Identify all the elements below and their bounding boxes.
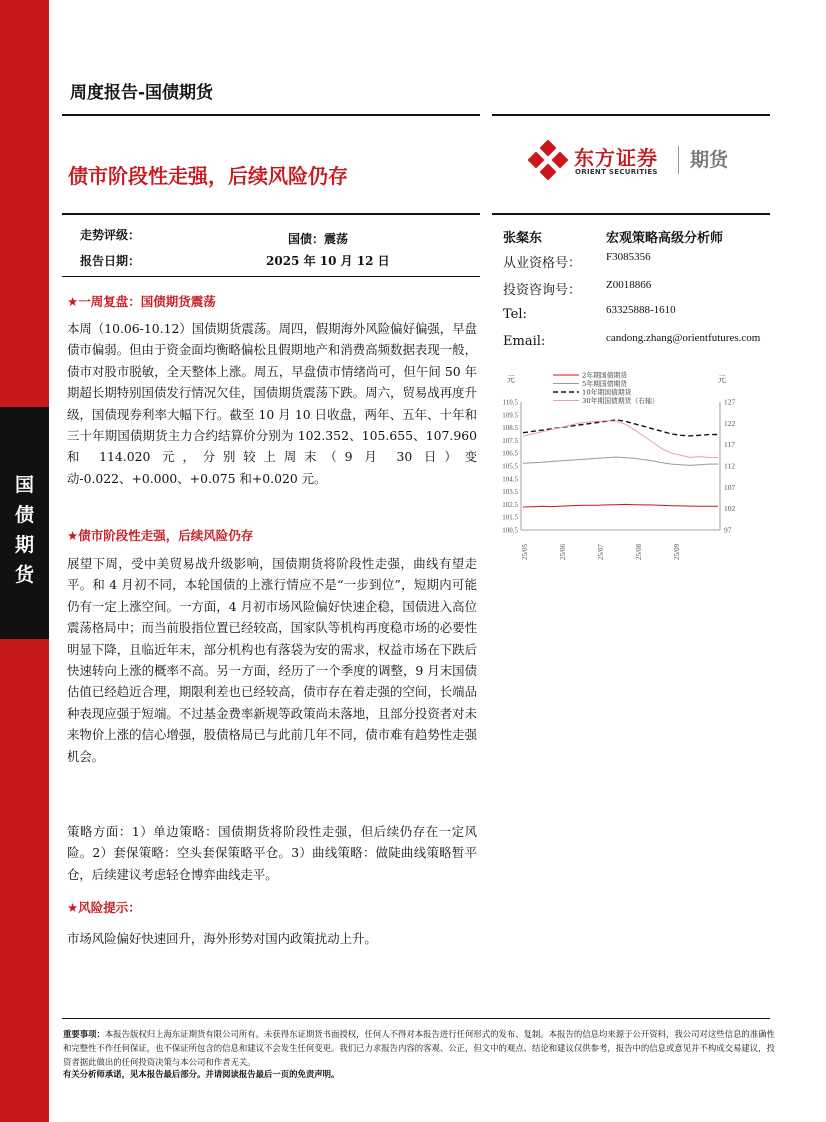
series-line-1 [523, 457, 718, 465]
orient-logo-icon [528, 140, 568, 180]
page-title: 债市阶段性走强，后续风险仍存 [68, 164, 348, 188]
sidebar-category-label [0, 470, 49, 590]
license-value: F3085356 [606, 251, 651, 263]
legend-label: 2年期国债期货 [582, 371, 628, 380]
left-axis-tick-label: 108.5 [502, 424, 518, 433]
left-axis-tick-label: 105.5 [502, 462, 518, 471]
x-axis-tick-label: 25/09 [673, 544, 681, 560]
header-rule-right [492, 114, 770, 116]
disclaimer-text: 本报告版权归上海东证期货有限公司所有。未获得东证期货书面授权，任何人不得对本报告进行任何形式的发布、复制。本报告的信息均来源于公开资料，我公司对这些信息的准确性和完整性不作任何保证，也不保证所包含的信息和建议不会发生任何变更。我们已力求报告内容的客观、公正，但文中的观点、结论和建议仅供参考，报告中的信息或意见并不构成交易建议，投资者据此做出的任何投资决策与本公司和作者无关。 [63, 1029, 775, 1067]
sidebar-char: 货 [14, 564, 34, 586]
right-axis-tick-label: 127 [724, 397, 736, 407]
x-axis-tick-label: 25/06 [559, 544, 567, 560]
info-bottom-rule [62, 276, 480, 277]
logo-suffix: 期货 [690, 149, 729, 171]
left-axis-tick-label: 109.5 [502, 411, 518, 420]
sidebar-char: 债 [14, 504, 34, 526]
legend-label: 30年期国债期货（右轴） [582, 397, 659, 405]
right-axis-tick-label: 102 [724, 504, 736, 514]
analyst-title: 宏观策略高级分析师 [606, 231, 724, 246]
disclaimer-label: 重要事项： [63, 1029, 105, 1039]
left-axis-tick-label: 107.5 [502, 436, 518, 445]
report-type: 周度报告-国债期货 [70, 83, 214, 103]
header-rule-left [62, 114, 480, 116]
left-axis-tick-label: 102.5 [502, 500, 518, 509]
right-axis-tick-label: 97 [724, 525, 732, 535]
info-rule-left [62, 213, 480, 215]
outlook-heading: ★债市阶段性走强，后续风险仍存 [67, 528, 254, 543]
left-axis-unit: 元 [507, 375, 515, 384]
trend-value: 震荡 [324, 232, 349, 246]
series-line-3 [523, 421, 718, 458]
left-axis-tick-label: 106.5 [502, 449, 518, 458]
analyst-commitment-note: 有关分析师承诺，见本报告最后部分。并请阅读报告最后一页的免责声明。 [63, 1069, 340, 1079]
consult-value: Z0018866 [606, 279, 652, 291]
left-axis-tick-label: 100.5 [502, 526, 518, 535]
tel-label: Tel: [503, 307, 527, 322]
trend-rating-label: 走势评级： [80, 228, 141, 242]
sidebar-char: 国 [14, 474, 34, 496]
risk-heading: ★风险提示： [67, 900, 141, 915]
left-axis-tick-label: 103.5 [502, 488, 518, 497]
risk-paragraph: 市场风险偏好快速回升，海外形势对国内政策扰动上升。 [67, 931, 377, 946]
review-paragraph: 本周（10.06-10.12）国债期货震荡。周四，假期海外风险偏好偏强，早盘债市偏弱。但由于资金面均衡略偏松且假期地产和消费高频数据表现一般，债市对股市脱敏，全天整体上涨。周五，早盘债市情绪尚可，但午间 50 年期超长期特别国债发行情况欠佳，国债期货震荡下跌。周六，贸易战再度升级，国债现券利率大幅下行。截至 10 月 10 日收盘，两年、五年、十年和三十年期国债期货主力合约结算价分别为 102.352、105.655、107.960 和 114.020 元，分别较上周末（9 月 30 日）变动-0.022、+0.000、+0.075 和+0.020 元。 [67, 321, 477, 486]
right-axis-tick-label: 107 [724, 482, 736, 492]
right-axis-tick-label: 122 [724, 418, 736, 428]
email-link[interactable]: candong.zhang@orientfutures.com [606, 332, 761, 344]
analyst-name: 张粲东 [503, 231, 543, 246]
left-axis-tick-label: 104.5 [502, 475, 518, 484]
report-date-label: 报告日期： [80, 254, 141, 268]
info-rule-right [492, 213, 770, 215]
email-label: Email: [503, 334, 546, 349]
trend-category: 国债： [288, 232, 325, 246]
logo-name-en: ORIENT SECURITIES [575, 168, 658, 176]
right-axis-tick-label: 117 [724, 440, 735, 450]
consult-label: 投资咨询号： [503, 283, 582, 298]
review-heading: ★一周复盘：国债期货震荡 [67, 294, 216, 309]
x-axis-tick-label: 25/07 [597, 544, 605, 560]
legend-label: 10年期国债期货 [582, 388, 632, 397]
logo-name-cn: 东方证券 [574, 146, 658, 170]
x-axis-tick-label: 25/08 [635, 544, 643, 560]
legend-label: 5年期国债期货 [582, 380, 628, 388]
strategy-paragraph: 策略方面：1）单边策略：国债期货将阶段性走强，但后续仍存在一定风险。2）套保策略：空头套保策略平仓。3）曲线策略：做陡曲线策略暂平仓，后续建议考虑轻仓博弈曲线走平。 [67, 824, 477, 882]
trend-rating-value [288, 230, 348, 247]
right-axis-tick-label: 112 [724, 461, 735, 471]
disclaimer-rule [62, 1018, 770, 1019]
right-axis-unit: 元 [718, 375, 726, 384]
report-date-value: 2025 年 10 月 12 日 [266, 254, 390, 268]
sidebar-char: 期 [14, 534, 34, 556]
outlook-paragraph: 展望下周，受中美贸易战升级影响，国债期货将阶段性走强，曲线有望走平。和 4 月初不同，本轮国债的上涨行情应不是“一步到位”，短期内可能仍有一定上涨空间。一方面，4 月初市场风险偏好快速企稳，国债进入高位震荡格局中；而当前股指位置已经较高，国家队等机构再度稳市场的必要性明显下降，且临近年末，部分机构也有落袋为安的需求，权益市场在下跌后快速转向上涨的概率不高。另一方面，经历了一个季度的调整，9 月末国债估值已经趋近合理，期限利差也已经较高，债市存在着走强的空间，长端品种表现应强于短端。不过基金费率新规等政策尚未落地，且部分投资者对未来物价上涨的信心增强，股债格局已与此前几年不同，债市难有趋势性走强机会。 [67, 556, 477, 764]
license-label: 从业资格号： [503, 256, 582, 271]
company-logo [528, 140, 748, 180]
tel-value: 63325888-1610 [606, 304, 676, 316]
disclaimer [63, 1027, 778, 1069]
bond-futures-chart [493, 366, 758, 566]
series-line-0 [523, 504, 718, 507]
left-axis-tick-label: 101.5 [502, 513, 518, 522]
logo-divider [678, 146, 679, 174]
x-axis-tick-label: 25/05 [521, 544, 529, 560]
left-axis-tick-label: 110.5 [502, 398, 518, 407]
